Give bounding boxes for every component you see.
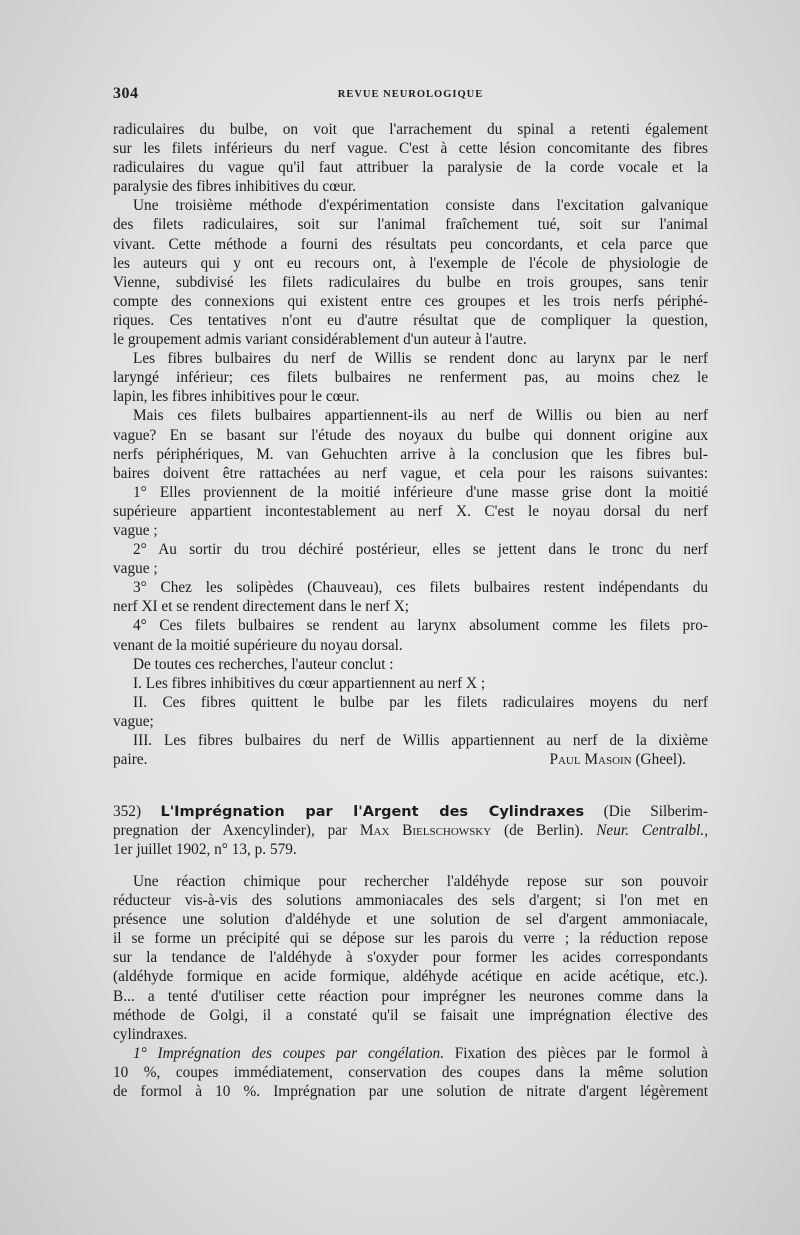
signature-line [113, 750, 708, 769]
text-line: sur les filets inférieurs du nerf vague. C'est à cette lésion concomitante des fibres [113, 140, 708, 158]
text-line: de formol à 10 %. Imprégnation par une solution de nitrate d'argent légèrement [113, 1083, 708, 1101]
ref-journal: Neur. Centralbl., [596, 822, 709, 840]
text-line: Les fibres bulbaires du nerf de Willis se rendent donc au larynx par le nerf [133, 350, 708, 368]
text-line: laryngé inférieur; ces filets bulbaires ne renferment pas, au moins chez le [113, 369, 708, 387]
text-line: cylindraxes. [113, 1025, 188, 1043]
text-line: 4° Ces filets bulbaires se rendent au larynx absolument comme les filets pro- [133, 617, 708, 635]
text-line: radiculaires du vague qu'il faut attribuer la paralysie de la corde vocale et la [113, 159, 708, 177]
text-line: 2° Au sortir du trou déchiré postérieur, elles se jettent dans le tronc du nerf [133, 541, 708, 559]
text-line: sur la tendance de l'aldéhyde à s'oxyder pour former les acides correspondants [113, 949, 708, 967]
text-line: vivant. Cette méthode a fourni des résultats peu concordants, et cela parce que [113, 235, 708, 253]
text-line: méthode de Golgi, il a constaté qu'il se faisait une imprégnation élective des [113, 1006, 708, 1024]
text-line: riques. Ces tentatives n'ont eu d'autre résultat que de compliquer la question, [113, 311, 708, 329]
ref-affiliation: (de Berlin). [503, 822, 584, 840]
text-line: 3° Chez les solipèdes (Chauveau), ces filets bulbaires restent indépendants du [133, 579, 708, 597]
text-line: 1° Elles proviennent de la moitié inférieure d'une masse grise dont la moitié [133, 483, 708, 501]
ref-author: Max Bielschowsky [359, 822, 492, 840]
signature [549, 750, 686, 769]
text-line: De toutes ces recherches, l'auteur conclut : [133, 655, 394, 673]
text-line: vague; [113, 712, 154, 730]
article-ref-line [113, 821, 708, 840]
article-ref-original: (Die Silberim- [603, 803, 709, 820]
article-number: 352) [113, 803, 142, 820]
text-line: nerfs périphériques, M. van Gehuchten arrive à la conclusion que les fibres bul- [113, 445, 708, 463]
text-line: Vienne, subdivisé les filets radiculaires du bulbe en trois groupes, sans tenir [113, 273, 708, 291]
method-heading: 1° Imprégnation des coupes par congélation. [133, 1044, 445, 1062]
text-line: I. Les fibres inhibitives du cœur appartiennent au nerf X ; [133, 674, 486, 692]
text-line: baires doivent être rattachées au nerf vague, et cela pour les raisons suivantes: [113, 464, 708, 482]
text-line: des filets radiculaires, soit sur l'animal fraîchement tué, soit sur l'animal [113, 216, 708, 234]
article-title: L'Imprégnation par l'Argent des Cylindraxes [160, 804, 585, 820]
text-line: vague? En se basant sur l'étude des noyaux du bulbe qui donnent origine aux [113, 426, 708, 444]
text-line: radiculaires du bulbe, on voit que l'arrachement du spinal a retenti également [113, 121, 708, 138]
text-line: lapin, les fibres inhibitives pour le cœur. [113, 388, 360, 406]
text-line: B... a tenté d'utiliser cette réaction pour imprégner les neurones comme dans la [113, 987, 708, 1005]
text-line: les auteurs qui y ont eu recours ont, à l'exemple de l'école de physiologie de [113, 254, 708, 272]
text-line: Une troisième méthode d'expérimentation consiste dans l'excitation galvanique [133, 197, 708, 215]
text-line: nerf XI et se rendent directement dans le nerf X; [113, 598, 410, 616]
article-title-line [113, 802, 708, 821]
main-text [113, 120, 708, 769]
text-line: paralysie des fibres inhibitives du cœur. [113, 178, 356, 196]
text-line: compte des connexions qui existent entre ces groupes et les trois nerfs périphé- [113, 292, 708, 310]
method-line [113, 1044, 708, 1063]
text-line: 10 %, coupes immédiatement, conservation des coupes dans la même solution [113, 1063, 708, 1081]
text-line: (aldéhyde formique en acide formique, aldéhyde acétique en acide acétique, etc.). [113, 968, 708, 986]
method-text: Fixation des pièces par le formol à [454, 1044, 708, 1062]
text-line: venant de la moitié supérieure du noyau dorsal. [113, 636, 403, 654]
article-ref-date: 1er juillet 1902, n° 13, p. 579. [113, 841, 297, 859]
running-title: REVUE NEUROLOGIQUE [337, 89, 484, 100]
text-line: supérieure appartient incontestablement au nerf X. C'est le noyau dorsal du nerf [113, 502, 708, 520]
text-line: le groupement admis variant considérablement d'un auteur à l'autre. [113, 331, 527, 349]
text-line: réducteur vis-à-vis des solutions ammoniacales des sels d'argent; si l'on met en [113, 892, 708, 910]
article-reference [113, 802, 708, 859]
text-line: présence une solution d'aldéhyde et une solution de sel d'argent ammoniacale, [113, 911, 708, 929]
page-number: 304 [113, 85, 139, 102]
text-line: Une réaction chimique pour rechercher l'aldéhyde repose sur son pouvoir [133, 873, 708, 890]
ref-text: pregnation der Axencylinder), par [113, 822, 348, 840]
page-header [113, 85, 708, 107]
text-line: III. Les fibres bulbaires du nerf de Willis appartiennent au nerf de la dixième [133, 732, 708, 749]
text-line: vague ; [113, 521, 158, 539]
text-line: vague ; [113, 560, 158, 578]
text-line: II. Ces fibres quittent le bulbe par les filets radiculaires moyens du nerf [133, 693, 708, 711]
signature-author: Paul Masoin [549, 751, 632, 769]
signature-place: (Gheel). [635, 751, 686, 769]
signature-lead: paire. [113, 751, 148, 769]
abstract-text [113, 872, 708, 1101]
text-line: il se forme un précipité qui se dépose sur les parois du verre ; la réduction repose [113, 930, 708, 948]
text-line: Mais ces filets bulbaires appartiennent-ils au nerf de Willis ou bien au nerf [133, 407, 708, 425]
